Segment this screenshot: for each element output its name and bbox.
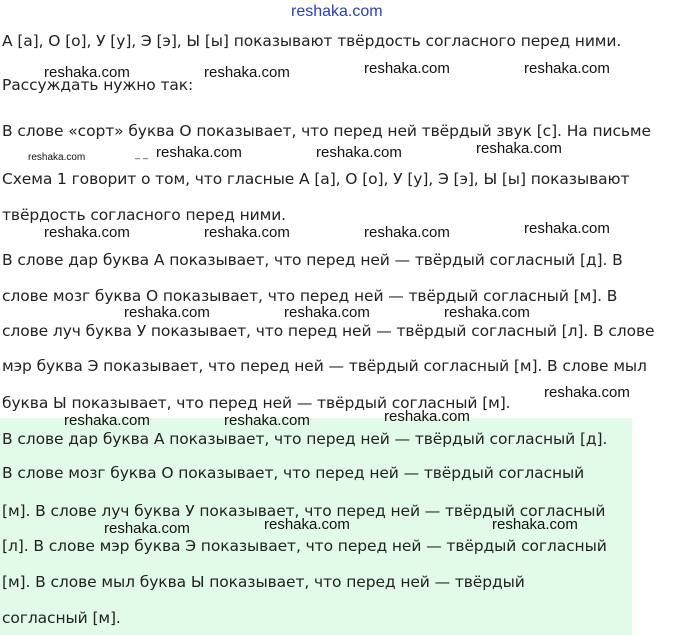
watermark: reshaka.com [492, 516, 578, 533]
watermark: reshaka.com [364, 224, 450, 241]
decorative-dash: _ _ [135, 149, 149, 160]
text-line-10: буква Ы показывает, что перед ней — твёрдый согласный [м]. [2, 394, 511, 412]
watermark: reshaka.com [284, 304, 370, 321]
answer-line-2: В слове мозг буква О показывает, что перед ней — твёрдый согласный [2, 464, 585, 482]
answer-line-5: [м]. В слове мыл буква Ы показывает, что перед ней — твёрдый [2, 573, 525, 591]
answer-line-4: [л]. В слове мэр буква Э показывает, что перед ней — твёрдый согласный [2, 537, 607, 555]
answer-line-6: согласный [м]. [2, 609, 121, 627]
watermark: reshaka.com [364, 60, 450, 77]
watermark: reshaka.com [64, 412, 150, 429]
watermark: reshaka.com [316, 144, 402, 161]
watermark: reshaka.com [44, 64, 130, 81]
watermark: reshaka.com [204, 224, 290, 241]
text-line-5: твёрдость согласного перед ними. [2, 206, 286, 224]
text-line-7: слове мозг буква О показывает, что перед ней — твёрдый согласный [м]. В [2, 287, 618, 305]
watermark: reshaka.com [524, 220, 610, 237]
text-line-2: Рассуждать нужно так: [2, 76, 194, 94]
text-line-4: Схема 1 говорит о том, что гласные А [а], О [о], У [у], Э [э], Ы [ы] показывают [2, 170, 630, 188]
watermark: reshaka.com [104, 520, 190, 537]
watermark: reshaka.com [224, 412, 310, 429]
watermark: reshaka.com [124, 304, 210, 321]
watermark: reshaka.com [476, 140, 562, 157]
text-line-3: В слове «сорт» буква О показывает, что перед ней твёрдый звук [с]. На письме [2, 122, 651, 140]
text-line-1: А [а], О [о], У [у], Э [э], Ы [ы] показывают твёрдость согласного перед ними. [2, 32, 622, 50]
watermark: reshaka.com [444, 304, 530, 321]
watermark: reshaka.com [544, 384, 630, 401]
watermark: reshaka.com [44, 224, 130, 241]
text-line-9: мэр буква Э показывает, что перед ней — твёрдый согласный [м]. В слове мыл [2, 357, 647, 375]
text-line-6: В слове дар буква А показывает, что перед ней — твёрдый согласный [д]. В [2, 251, 623, 269]
watermark: reshaka.com [524, 60, 610, 77]
watermark: reshaka.com [204, 64, 290, 81]
text-line-8: слове луч буква У показывает, что перед ней — твёрдый согласный [л]. В слове [2, 322, 655, 340]
site-watermark-top: reshaka.com [291, 3, 383, 20]
watermark: reshaka.com [264, 516, 350, 533]
watermark: reshaka.com [156, 144, 242, 161]
watermark-small: reshaka.com [28, 152, 86, 163]
answer-line-3: [м]. В слове луч буква У показывает, что перед ней — твёрдый согласный [2, 502, 606, 520]
answer-line-1: В слове дар буква А показывает, что перед ней — твёрдый согласный [д]. [2, 430, 608, 448]
watermark: reshaka.com [384, 408, 470, 425]
